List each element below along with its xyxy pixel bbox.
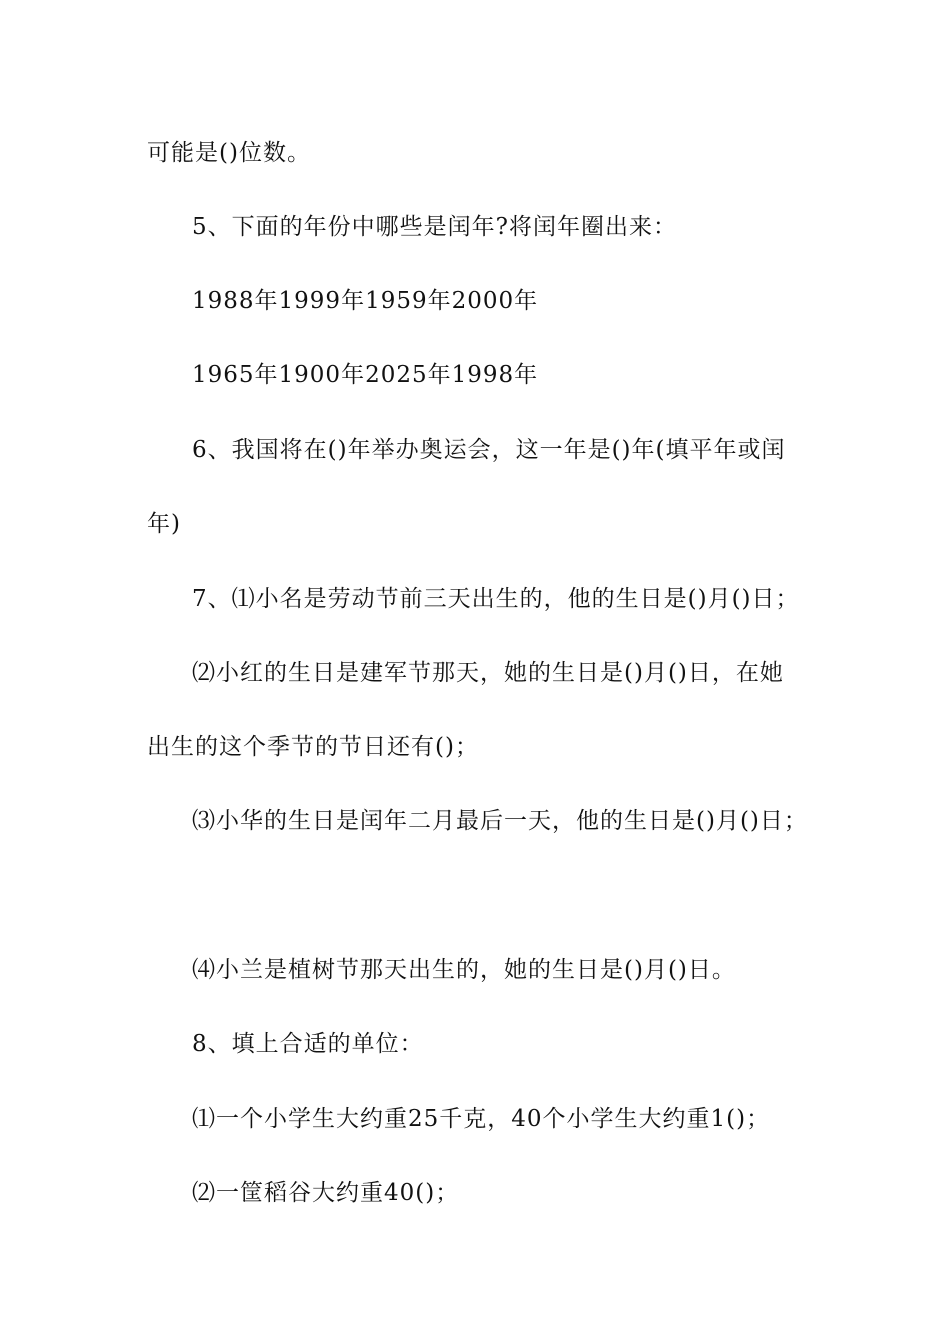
question-7-item-2-continuation: 出生的这个季节的节日还有()； — [147, 734, 479, 760]
question-7-item-2: ⑵小红的生日是建军节那天，她的生日是()月()日，在她 — [192, 660, 784, 686]
question-8-prompt: 8、填上合适的单位： — [192, 1031, 424, 1057]
question-7-item-3: ⑶小华的生日是闰年二月最后一天，他的生日是()月()日； — [192, 808, 808, 834]
question-7-item-4: ⑷小兰是植树节那天出生的，她的生日是()月()日。 — [192, 957, 736, 983]
question-8-item-2: ⑵一筐稻谷大约重40()； — [192, 1180, 460, 1206]
question-5-prompt: 5、下面的年份中哪些是闰年?将闰年圈出来： — [192, 214, 677, 240]
question-6-prompt: 6、我国将在()年举办奥运会，这一年是()年(填平年或闰 — [192, 437, 786, 463]
text-line-continuation-digits: 可能是()位数。 — [147, 140, 311, 166]
question-7-item-1: 7、⑴小名是劳动节前三天出生的，他的生日是()月()日； — [192, 586, 800, 612]
question-8-item-1: ⑴一个小学生大约重25千克，40个小学生大约重1()； — [192, 1106, 771, 1132]
question-6-continuation: 年) — [147, 511, 181, 537]
question-5-years-row-1: 1988年1999年1959年2000年 — [192, 288, 539, 314]
question-5-years-row-2: 1965年1900年2025年1998年 — [192, 362, 539, 388]
